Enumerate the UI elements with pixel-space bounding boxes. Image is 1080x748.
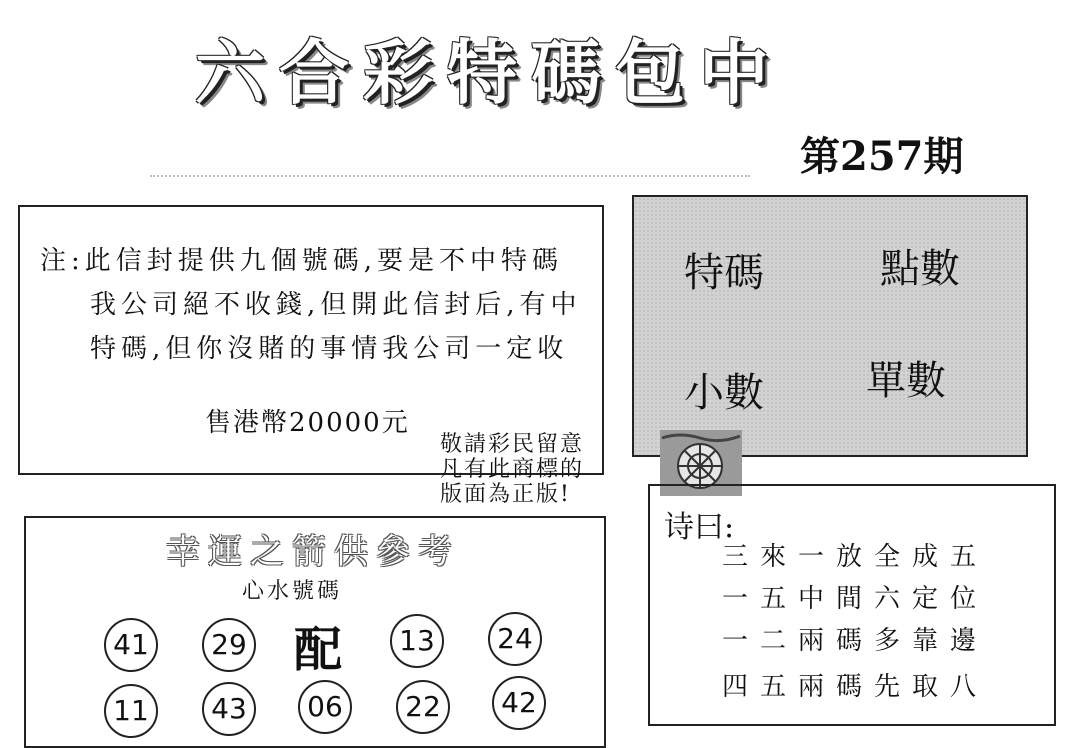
authenticity-line: 版面為正版! xyxy=(440,482,571,507)
number-ball: 13 xyxy=(390,614,444,668)
pair-label: 配 xyxy=(294,622,343,678)
notice-line: 特碼,但你沒賭的事情我公司一定收 xyxy=(90,334,569,364)
number-ball: 22 xyxy=(396,680,450,734)
poem-box xyxy=(648,484,1056,726)
poem-line: 一五中間六定位 xyxy=(722,584,989,614)
number-ball: 11 xyxy=(104,684,158,738)
authenticity-line: 凡有此商標的 xyxy=(440,457,585,482)
divider xyxy=(150,175,750,177)
notice-line: 注:此信封提供九個號碼,要是不中特碼 xyxy=(40,246,564,276)
hint-special-number: 特碼 xyxy=(684,250,764,296)
number-ball: 41 xyxy=(104,618,158,672)
poem-line: 四五兩碼先取八 xyxy=(722,672,989,702)
lucky-subtitle: 心水號碼 xyxy=(242,579,343,604)
page-title: 六合彩特碼包中 xyxy=(195,31,783,114)
hint-points: 點數 xyxy=(880,246,960,292)
authenticity-note xyxy=(440,432,584,507)
hint-box xyxy=(632,195,1028,457)
hint-odd-number: 單數 xyxy=(866,358,946,404)
poem-line: 一二兩碼多靠邊 xyxy=(722,626,989,656)
hint-small-number: 小數 xyxy=(684,370,764,416)
lucky-title: 幸運之箭供參考 xyxy=(166,532,460,572)
price-text: 售港幣20000元 xyxy=(205,408,410,438)
lucky-numbers-box xyxy=(24,516,606,748)
number-ball: 42 xyxy=(492,676,546,730)
issue-number: 第257期 xyxy=(800,133,964,180)
number-ball: 06 xyxy=(298,680,352,734)
notice-line: 我公司絕不收錢,但開此信封后,有中 xyxy=(90,290,582,320)
number-ball: 29 xyxy=(202,618,256,672)
number-ball: 24 xyxy=(488,612,542,666)
number-ball: 43 xyxy=(202,682,256,736)
authenticity-line: 敬請彩民留意 xyxy=(440,432,585,457)
poem-line: 三來一放全成五 xyxy=(722,542,989,572)
poem-heading: 诗曰: xyxy=(664,510,735,545)
